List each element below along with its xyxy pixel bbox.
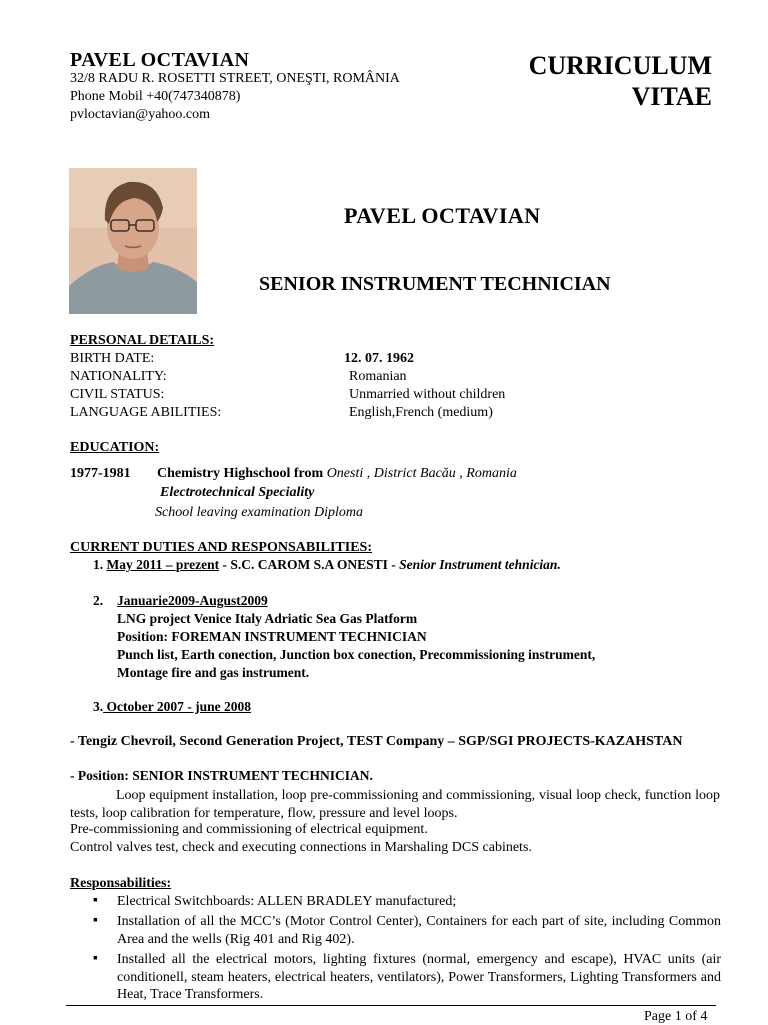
duty-3-period: October 2007 - june 2008 (103, 699, 251, 714)
education-heading: EDUCATION: (70, 440, 160, 455)
profile-job-title: SENIOR INSTRUMENT TECHNICIAN (259, 273, 611, 295)
bullet-icon: ▪ (93, 893, 98, 908)
birth-date-value: 12. 07. 1962 (344, 351, 414, 366)
education-school-line (157, 466, 517, 482)
nationality-value: Romanian (349, 369, 407, 384)
duty-2-number: 2. (93, 593, 104, 608)
responsabilities-heading: Responsabilities: (70, 876, 172, 891)
tengiz-description-3: Control valves test, check and executing connections in Marshaling DCS cabinets. (70, 840, 532, 855)
tengiz-description-1: Loop equipment installation, loop pre-commissioning and commissioning, visual loop check, function loop tests, loop calibration for temperature, flow, pressure and level loops. (70, 788, 720, 821)
civil-status-label: CIVIL STATUS: (70, 387, 165, 402)
tengiz-description-2: Pre-commissioning and commissioning of electrical equipment. (70, 822, 428, 837)
responsability-item: Electrical Switchboards: ALLEN BRADLEY manufactured; (117, 894, 457, 909)
birth-date-label: BIRTH DATE: (70, 351, 155, 366)
duty-2-project: LNG project Venice Italy Adriatic Sea Gas Platform (117, 611, 418, 626)
education-speciality: Electrotechnical Speciality (160, 485, 315, 500)
duty-2-period: Januarie2009-August2009 (117, 593, 268, 608)
education-school: Chemistry Highschool from (157, 466, 327, 481)
bullet-icon: ▪ (93, 951, 98, 966)
language-value: English,French (medium) (349, 405, 493, 420)
duty-2-tasks-line2: Montage fire and gas instrument. (117, 665, 310, 680)
education-diploma: School leaving examination Diploma (155, 505, 364, 520)
nationality-label: NATIONALITY: (70, 369, 167, 384)
duty-1-role: Senior Instrument tehnician. (399, 557, 561, 572)
duty-2-position: Position: FOREMAN INSTRUMENT TECHNICIAN (117, 629, 427, 644)
duty-1-company: - S.C. CAROM S.A ONESTI - (219, 557, 400, 572)
duties-heading: CURRENT DUTIES AND RESPONSABILITIES: (70, 540, 372, 555)
header-address: 32/8 RADU R. ROSETTI STREET, ONEŞTI, ROMÂNIA (70, 71, 400, 86)
civil-status-value: Unmarried without children (349, 387, 506, 402)
duty-1-number: 1. (93, 557, 104, 572)
duty-1-period: May 2011 – prezent (106, 557, 220, 572)
language-label: LANGUAGE ABILITIES: (70, 405, 222, 420)
header-phone: Phone Mobil +40(747340878) (70, 89, 241, 104)
duty-3-number: 3. (93, 699, 104, 714)
personal-details-heading: PERSONAL DETAILS: (70, 333, 215, 348)
header-name: PAVEL OCTAVIAN (70, 49, 250, 71)
profile-name: PAVEL OCTAVIAN (344, 203, 541, 228)
duty-item-1 (93, 557, 561, 573)
education-place: Onesti , District Bacău , Romania (326, 466, 517, 481)
responsability-item: Installation of all the MCC’s (Motor Control Center), Containers for each part of site, including Common Area and the wells (Rig 401 and Rig 402). (117, 914, 721, 947)
responsability-item: Installed all the electrical motors, lighting fixtures (normal, emergency and escape), HVAC units (air conditionell, steam heaters, electrical heaters, ventilators), Power Transformers, Lighting Transformers and Heat, Trace Transformers. (117, 952, 721, 1002)
footer-divider (66, 1005, 716, 1006)
tengiz-project: - Tengiz Chevroil, Second Generation Project, TEST Company – SGP/SGI PROJECTS-KAZAHSTAN (70, 734, 683, 749)
duty-item-3 (93, 699, 251, 715)
header-email: pvloctavian@yahoo.com (70, 107, 211, 122)
bullet-icon: ▪ (93, 913, 98, 928)
tengiz-position: - Position: SENIOR INSTRUMENT TECHNICIAN. (70, 768, 373, 783)
portrait-photo (69, 168, 197, 314)
cv-title: CURRICULUM VITAE (528, 51, 712, 111)
duty-2-tasks-line1: Punch list, Earth conection, Junction box conection, Precommissioning instrument, (117, 647, 596, 662)
education-years: 1977-1981 (70, 466, 131, 481)
page-number: Page 1 of 4 (644, 1009, 708, 1024)
